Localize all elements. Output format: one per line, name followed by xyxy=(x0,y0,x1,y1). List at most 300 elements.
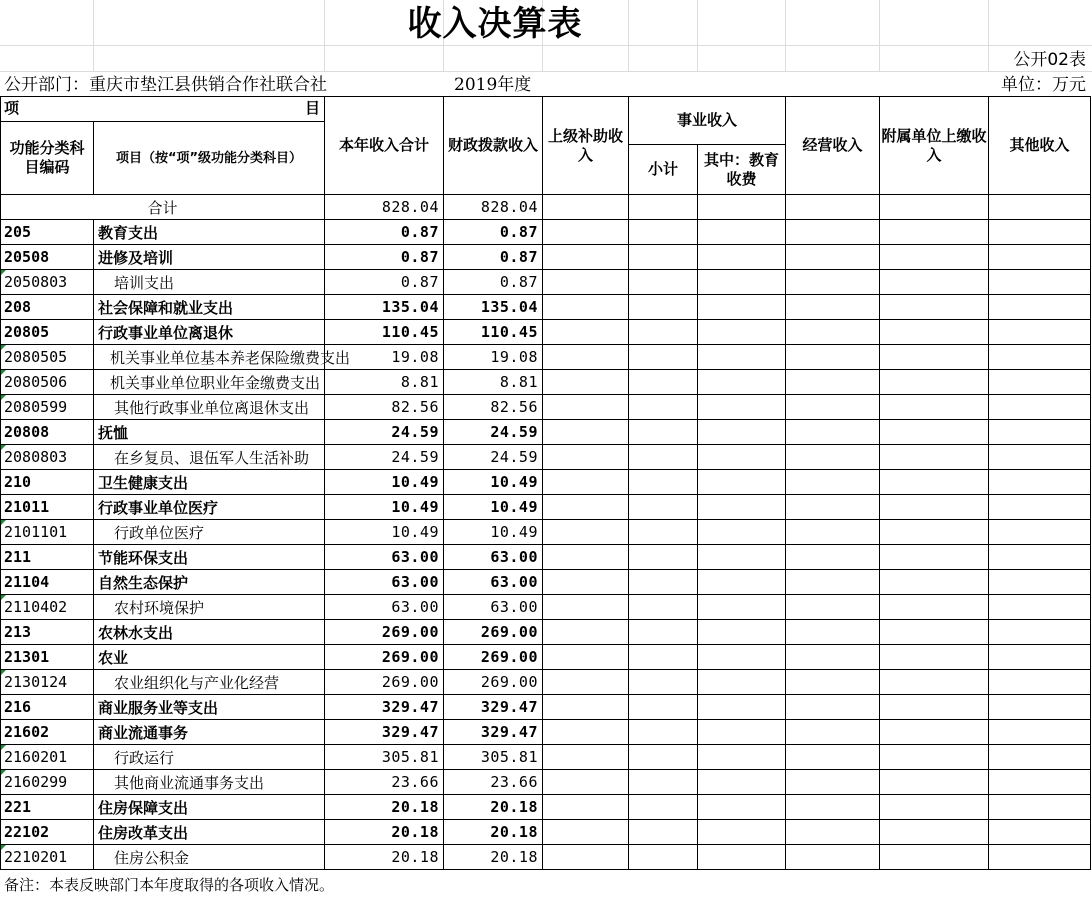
empty-cell xyxy=(786,845,880,870)
row-name: 住房保障支出 xyxy=(94,795,325,820)
superior-subsidy-header: 上级补助收入 xyxy=(543,97,629,195)
row-total: 82.56 xyxy=(325,395,444,420)
row-name: 农业组织化与产业化经营 xyxy=(94,670,325,695)
empty-cell xyxy=(629,820,698,845)
empty-cell xyxy=(698,345,786,370)
empty-cell xyxy=(786,770,880,795)
empty-cell xyxy=(629,320,698,345)
empty-cell xyxy=(629,420,698,445)
empty-cell xyxy=(543,620,629,645)
row-total: 305.81 xyxy=(325,745,444,770)
row-name: 自然生态保护 xyxy=(94,570,325,595)
table-row xyxy=(1,345,1091,370)
empty-cell xyxy=(543,770,629,795)
row-code: 210 xyxy=(1,470,94,495)
row-code: 21011 xyxy=(1,495,94,520)
row-fiscal: 0.87 xyxy=(444,270,543,295)
row-fiscal: 19.08 xyxy=(444,345,543,370)
row-total: 20.18 xyxy=(325,845,444,870)
row-fiscal: 269.00 xyxy=(444,620,543,645)
empty-cell xyxy=(698,545,786,570)
item-header xyxy=(1,97,325,122)
empty-cell xyxy=(543,470,629,495)
row-code: 205 xyxy=(1,220,94,245)
row-code: 221 xyxy=(1,795,94,820)
fiscal-appropriation-header: 财政拨款收入 xyxy=(444,97,543,195)
empty-cell xyxy=(629,570,698,595)
empty-cell xyxy=(880,470,989,495)
empty-cell xyxy=(629,720,698,745)
empty-cell xyxy=(989,620,1091,645)
empty-cell xyxy=(880,545,989,570)
empty-cell xyxy=(698,470,786,495)
empty-cell xyxy=(786,220,880,245)
row-fiscal: 63.00 xyxy=(444,570,543,595)
sheet-gridline xyxy=(0,71,1092,72)
empty-cell xyxy=(629,270,698,295)
empty-cell xyxy=(629,645,698,670)
row-code: 208 xyxy=(1,295,94,320)
empty-cell xyxy=(543,670,629,695)
empty-cell xyxy=(698,670,786,695)
empty-cell xyxy=(989,770,1091,795)
empty-cell xyxy=(629,770,698,795)
empty-cell xyxy=(989,570,1091,595)
table-row xyxy=(1,370,1091,395)
empty-cell xyxy=(989,745,1091,770)
empty-cell xyxy=(989,195,1091,220)
row-name: 行政运行 xyxy=(94,745,325,770)
total-row xyxy=(1,195,1091,220)
row-code: 2080506 xyxy=(1,370,94,395)
row-fiscal: 20.18 xyxy=(444,795,543,820)
empty-cell xyxy=(629,520,698,545)
empty-cell xyxy=(989,795,1091,820)
empty-cell xyxy=(698,620,786,645)
row-fiscal: 305.81 xyxy=(444,745,543,770)
empty-cell xyxy=(698,745,786,770)
empty-cell xyxy=(543,295,629,320)
row-name: 节能环保支出 xyxy=(94,545,325,570)
empty-cell xyxy=(543,420,629,445)
item-header-left: 项 xyxy=(4,99,20,117)
empty-cell xyxy=(880,770,989,795)
fiscal-year: 2019年度 xyxy=(454,75,532,95)
total-label: 合计 xyxy=(1,195,325,220)
empty-cell xyxy=(880,320,989,345)
empty-cell xyxy=(989,470,1091,495)
empty-cell xyxy=(989,595,1091,620)
function-code-header: 功能分类科目编码 xyxy=(1,122,94,195)
empty-cell xyxy=(786,820,880,845)
row-total: 24.59 xyxy=(325,445,444,470)
row-name: 机关事业单位职业年金缴费支出 xyxy=(94,370,325,395)
row-code: 211 xyxy=(1,545,94,570)
row-fiscal: 20.18 xyxy=(444,820,543,845)
empty-cell xyxy=(880,845,989,870)
item-name-header: 项目（按“项”级功能分类科目） xyxy=(94,122,325,195)
empty-cell xyxy=(543,495,629,520)
empty-cell xyxy=(786,670,880,695)
row-fiscal: 23.66 xyxy=(444,770,543,795)
operating-income-header: 经营收入 xyxy=(786,97,880,195)
empty-cell xyxy=(629,220,698,245)
empty-cell xyxy=(786,445,880,470)
empty-cell xyxy=(880,495,989,520)
empty-cell xyxy=(989,645,1091,670)
row-total: 269.00 xyxy=(325,670,444,695)
empty-cell xyxy=(543,270,629,295)
table-row xyxy=(1,720,1091,745)
empty-cell xyxy=(698,420,786,445)
table-row xyxy=(1,770,1091,795)
other-income-header: 其他收入 xyxy=(989,97,1091,195)
row-fiscal: 110.45 xyxy=(444,320,543,345)
empty-cell xyxy=(629,670,698,695)
empty-cell xyxy=(989,545,1091,570)
empty-cell xyxy=(786,295,880,320)
table-row xyxy=(1,320,1091,345)
empty-cell xyxy=(698,595,786,620)
row-fiscal: 269.00 xyxy=(444,670,543,695)
empty-cell xyxy=(989,320,1091,345)
row-total: 269.00 xyxy=(325,645,444,670)
row-name: 行政事业单位医疗 xyxy=(94,495,325,520)
row-total: 19.08 xyxy=(325,345,444,370)
row-fiscal: 24.59 xyxy=(444,445,543,470)
empty-cell xyxy=(543,695,629,720)
row-name: 抚恤 xyxy=(94,420,325,445)
empty-cell xyxy=(543,820,629,845)
empty-cell xyxy=(698,720,786,745)
item-header-right: 目 xyxy=(304,99,320,117)
empty-cell xyxy=(880,820,989,845)
business-subtotal-header: 小计 xyxy=(629,145,698,195)
row-name: 农村环境保护 xyxy=(94,595,325,620)
empty-cell xyxy=(698,395,786,420)
row-code: 2080599 xyxy=(1,395,94,420)
empty-cell xyxy=(880,395,989,420)
empty-cell xyxy=(880,595,989,620)
row-fiscal: 10.49 xyxy=(444,495,543,520)
row-total: 269.00 xyxy=(325,620,444,645)
table-row xyxy=(1,470,1091,495)
row-fiscal: 0.87 xyxy=(444,245,543,270)
empty-cell xyxy=(543,220,629,245)
empty-cell xyxy=(989,370,1091,395)
row-name: 行政单位医疗 xyxy=(94,520,325,545)
empty-cell xyxy=(629,745,698,770)
empty-cell xyxy=(698,445,786,470)
empty-cell xyxy=(989,720,1091,745)
empty-cell xyxy=(786,195,880,220)
empty-cell xyxy=(786,420,880,445)
total-fiscal: 828.04 xyxy=(444,195,543,220)
empty-cell xyxy=(543,345,629,370)
row-code: 21602 xyxy=(1,720,94,745)
row-code: 20508 xyxy=(1,245,94,270)
table-row xyxy=(1,645,1091,670)
row-code: 21301 xyxy=(1,645,94,670)
row-fiscal: 269.00 xyxy=(444,645,543,670)
empty-cell xyxy=(629,295,698,320)
empty-cell xyxy=(786,345,880,370)
empty-cell xyxy=(629,595,698,620)
row-name: 社会保障和就业支出 xyxy=(94,295,325,320)
empty-cell xyxy=(629,695,698,720)
empty-cell xyxy=(786,270,880,295)
empty-cell xyxy=(543,520,629,545)
row-name: 行政事业单位离退休 xyxy=(94,320,325,345)
row-fiscal: 329.47 xyxy=(444,695,543,720)
row-total: 23.66 xyxy=(325,770,444,795)
empty-cell xyxy=(880,295,989,320)
empty-cell xyxy=(786,595,880,620)
empty-cell xyxy=(629,620,698,645)
empty-cell xyxy=(629,495,698,520)
row-fiscal: 24.59 xyxy=(444,420,543,445)
row-code: 20805 xyxy=(1,320,94,345)
empty-cell xyxy=(543,645,629,670)
row-code: 22102 xyxy=(1,820,94,845)
row-total: 24.59 xyxy=(325,420,444,445)
row-name: 其他行政事业单位离退休支出 xyxy=(94,395,325,420)
empty-cell xyxy=(989,420,1091,445)
row-name: 住房公积金 xyxy=(94,845,325,870)
empty-cell xyxy=(880,370,989,395)
empty-cell xyxy=(698,645,786,670)
row-name: 教育支出 xyxy=(94,220,325,245)
empty-cell xyxy=(880,570,989,595)
empty-cell xyxy=(629,470,698,495)
empty-cell xyxy=(786,545,880,570)
empty-cell xyxy=(989,845,1091,870)
row-name: 进修及培训 xyxy=(94,245,325,270)
empty-cell xyxy=(543,745,629,770)
empty-cell xyxy=(989,520,1091,545)
empty-cell xyxy=(786,395,880,420)
row-name: 商业流通事务 xyxy=(94,720,325,745)
row-fiscal: 63.00 xyxy=(444,595,543,620)
empty-cell xyxy=(698,270,786,295)
empty-cell xyxy=(989,295,1091,320)
empty-cell xyxy=(629,395,698,420)
empty-cell xyxy=(786,720,880,745)
row-code: 2160201 xyxy=(1,745,94,770)
empty-cell xyxy=(880,795,989,820)
empty-cell xyxy=(880,345,989,370)
empty-cell xyxy=(543,195,629,220)
table-row xyxy=(1,270,1091,295)
empty-cell xyxy=(786,570,880,595)
table-row xyxy=(1,245,1091,270)
row-fiscal: 63.00 xyxy=(444,545,543,570)
empty-cell xyxy=(989,270,1091,295)
empty-cell xyxy=(543,245,629,270)
row-total: 0.87 xyxy=(325,245,444,270)
row-code: 2050803 xyxy=(1,270,94,295)
empty-cell xyxy=(989,245,1091,270)
total-income-header: 本年收入合计 xyxy=(325,97,444,195)
department-label: 公开部门：重庆市垫江县供销合作社联合社 xyxy=(4,75,327,95)
row-code: 2160299 xyxy=(1,770,94,795)
row-total: 63.00 xyxy=(325,595,444,620)
empty-cell xyxy=(989,395,1091,420)
empty-cell xyxy=(880,270,989,295)
empty-cell xyxy=(786,695,880,720)
empty-cell xyxy=(786,620,880,645)
row-fiscal: 8.81 xyxy=(444,370,543,395)
row-name: 卫生健康支出 xyxy=(94,470,325,495)
empty-cell xyxy=(629,370,698,395)
empty-cell xyxy=(698,795,786,820)
education-fee-header: 其中：教育收费 xyxy=(698,145,786,195)
empty-cell xyxy=(989,695,1091,720)
empty-cell xyxy=(698,495,786,520)
row-total: 10.49 xyxy=(325,495,444,520)
empty-cell xyxy=(880,645,989,670)
empty-cell xyxy=(629,545,698,570)
row-total: 63.00 xyxy=(325,545,444,570)
empty-cell xyxy=(989,220,1091,245)
row-code: 2210201 xyxy=(1,845,94,870)
empty-cell xyxy=(698,845,786,870)
row-code: 21104 xyxy=(1,570,94,595)
table-row xyxy=(1,495,1091,520)
empty-cell xyxy=(880,195,989,220)
footnote: 备注：本表反映部门本年度取得的各项收入情况。 xyxy=(4,876,335,894)
row-total: 110.45 xyxy=(325,320,444,345)
empty-cell xyxy=(786,495,880,520)
row-fiscal: 0.87 xyxy=(444,220,543,245)
table-row xyxy=(1,670,1091,695)
row-total: 8.81 xyxy=(325,370,444,395)
empty-cell xyxy=(698,245,786,270)
row-fiscal: 329.47 xyxy=(444,720,543,745)
row-code: 2080505 xyxy=(1,345,94,370)
row-fiscal: 10.49 xyxy=(444,520,543,545)
empty-cell xyxy=(880,420,989,445)
empty-cell xyxy=(786,745,880,770)
empty-cell xyxy=(880,670,989,695)
table-row xyxy=(1,845,1091,870)
row-code: 216 xyxy=(1,695,94,720)
row-total: 0.87 xyxy=(325,220,444,245)
empty-cell xyxy=(786,320,880,345)
empty-cell xyxy=(543,795,629,820)
table-row xyxy=(1,545,1091,570)
empty-cell xyxy=(543,370,629,395)
row-total: 10.49 xyxy=(325,520,444,545)
table-row xyxy=(1,520,1091,545)
empty-cell xyxy=(543,445,629,470)
empty-cell xyxy=(698,770,786,795)
row-total: 329.47 xyxy=(325,695,444,720)
empty-cell xyxy=(698,570,786,595)
empty-cell xyxy=(698,320,786,345)
table-row xyxy=(1,220,1091,245)
empty-cell xyxy=(629,845,698,870)
empty-cell xyxy=(989,670,1091,695)
empty-cell xyxy=(698,695,786,720)
row-code: 2110402 xyxy=(1,595,94,620)
empty-cell xyxy=(989,345,1091,370)
empty-cell xyxy=(698,295,786,320)
empty-cell xyxy=(543,570,629,595)
row-name: 在乡复员、退伍军人生活补助 xyxy=(94,445,325,470)
empty-cell xyxy=(786,370,880,395)
row-fiscal: 135.04 xyxy=(444,295,543,320)
row-name: 培训支出 xyxy=(94,270,325,295)
empty-cell xyxy=(629,345,698,370)
row-name: 其他商业流通事务支出 xyxy=(94,770,325,795)
empty-cell xyxy=(629,245,698,270)
empty-cell xyxy=(629,195,698,220)
empty-cell xyxy=(698,520,786,545)
empty-cell xyxy=(880,620,989,645)
row-code: 213 xyxy=(1,620,94,645)
empty-cell xyxy=(543,720,629,745)
row-code: 2101101 xyxy=(1,520,94,545)
empty-cell xyxy=(989,495,1091,520)
total-amount: 828.04 xyxy=(325,195,444,220)
empty-cell xyxy=(880,520,989,545)
empty-cell xyxy=(786,520,880,545)
row-fiscal: 10.49 xyxy=(444,470,543,495)
row-fiscal: 82.56 xyxy=(444,395,543,420)
table-row xyxy=(1,695,1091,720)
empty-cell xyxy=(629,445,698,470)
row-code: 2080803 xyxy=(1,445,94,470)
table-row xyxy=(1,295,1091,320)
table-row xyxy=(1,570,1091,595)
empty-cell xyxy=(543,395,629,420)
affiliated-unit-header: 附属单位上缴收入 xyxy=(880,97,989,195)
table-row xyxy=(1,795,1091,820)
income-table xyxy=(0,96,1091,870)
table-row xyxy=(1,820,1091,845)
table-row xyxy=(1,620,1091,645)
row-code: 2130124 xyxy=(1,670,94,695)
empty-cell xyxy=(880,445,989,470)
empty-cell xyxy=(880,695,989,720)
row-total: 20.18 xyxy=(325,820,444,845)
row-code: 20808 xyxy=(1,420,94,445)
row-total: 10.49 xyxy=(325,470,444,495)
empty-cell xyxy=(629,795,698,820)
row-total: 0.87 xyxy=(325,270,444,295)
empty-cell xyxy=(989,820,1091,845)
table-row xyxy=(1,595,1091,620)
empty-cell xyxy=(786,645,880,670)
table-row xyxy=(1,445,1091,470)
row-total: 329.47 xyxy=(325,720,444,745)
empty-cell xyxy=(698,220,786,245)
table-row xyxy=(1,420,1091,445)
row-name: 机关事业单位基本养老保险缴费支出 xyxy=(94,345,325,370)
empty-cell xyxy=(989,445,1091,470)
empty-cell xyxy=(880,245,989,270)
empty-cell xyxy=(543,320,629,345)
business-income-header: 事业收入 xyxy=(629,97,786,145)
empty-cell xyxy=(880,220,989,245)
empty-cell xyxy=(543,545,629,570)
empty-cell xyxy=(543,845,629,870)
empty-cell xyxy=(880,720,989,745)
empty-cell xyxy=(543,595,629,620)
empty-cell xyxy=(786,470,880,495)
row-total: 135.04 xyxy=(325,295,444,320)
